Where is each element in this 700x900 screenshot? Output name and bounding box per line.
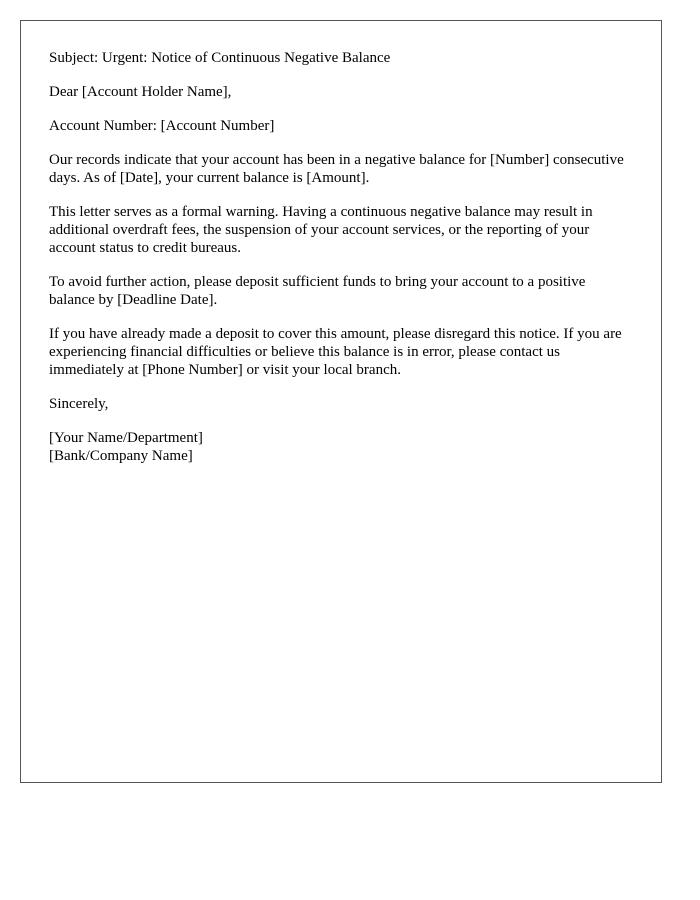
account-number: Account Number: [Account Number] [49,118,275,134]
subject-line: Subject: Urgent: Notice of Continuous Negative Balance [49,50,391,66]
body-paragraph-balance: Our records indicate that your account has been in a negative balance for [Number] consecutive days. As of [Date], your current balance is [Amount]. [49,152,624,186]
signature-company: [Bank/Company Name] [49,448,193,464]
letter-document [20,20,662,783]
salutation: Dear [Account Holder Name], [49,84,232,100]
body-paragraph-action: To avoid further action, please deposit sufficient funds to bring your account to a positive balance by [Deadline Date]. [49,274,586,308]
body-paragraph-warning: This letter serves as a formal warning. Having a continuous negative balance may result in additional overdraft fees, the suspension of your account services, or the reporting of your account status to credit bureaus. [49,204,593,256]
closing: Sincerely, [49,396,109,412]
body-paragraph-contact: If you have already made a deposit to cover this amount, please disregard this notice. If you are experiencing financial difficulties or believe this balance is in error, please contact us immediately at [Phone Number] or visit your local branch. [49,326,622,378]
signature-block [49,429,633,465]
signature-name: [Your Name/Department] [49,430,203,446]
